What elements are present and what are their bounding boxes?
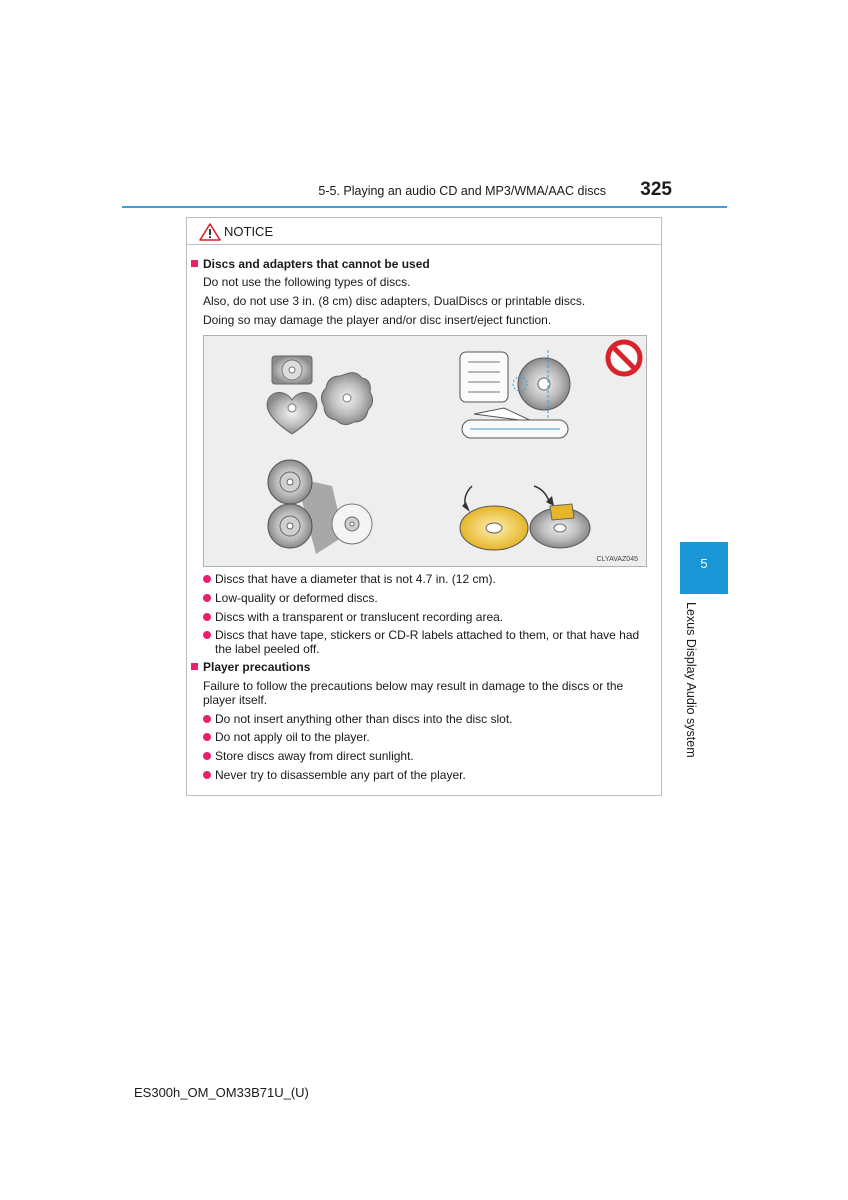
notice-label: NOTICE	[224, 224, 274, 239]
list-item: Store discs away from direct sunlight.	[203, 749, 657, 763]
section-heading-discs: Discs and adapters that cannot be used	[191, 257, 430, 271]
document-code: ES300h_OM_OM33B71U_(U)	[134, 1085, 309, 1100]
list-item: Discs with a transparent or translucent recording area.	[203, 610, 657, 624]
list-item: Discs that have a diameter that is not 4.7 in. (12 cm).	[203, 572, 657, 586]
square-bullet-icon	[191, 260, 198, 267]
notice-box	[186, 217, 662, 796]
small-disc-adapter-icon	[268, 460, 372, 554]
list-item: Do not apply oil to the player.	[203, 730, 657, 744]
deformed-disc-side-icon	[462, 408, 568, 438]
square-bullet-icon	[191, 663, 198, 670]
illustration-code: CLYAVAZ045	[596, 556, 638, 563]
discs-illustration-graphic	[204, 336, 648, 568]
bullet-icon	[203, 575, 211, 583]
notice-header	[187, 218, 661, 245]
flower-disc-icon	[321, 373, 372, 425]
text-line: Do not use the following types of discs.	[203, 275, 411, 289]
list-item: Do not insert anything other than discs into the disc slot.	[203, 712, 657, 726]
bullet-icon	[203, 771, 211, 779]
labeled-disc-icon	[460, 486, 590, 550]
bullet-icon	[203, 752, 211, 760]
bullet-icon	[203, 613, 211, 621]
text-line: Also, do not use 3 in. (8 cm) disc adapters, DualDiscs or printable discs.	[203, 294, 586, 308]
list-item: Discs that have tape, stickers or CD-R labels attached to them, or that have had the label peeled off.	[203, 628, 657, 656]
bullet-icon	[203, 733, 211, 741]
chapter-label: Lexus Display Audio system	[684, 602, 698, 758]
chapter-tab[interactable]	[680, 542, 728, 594]
header-divider	[122, 206, 727, 208]
list-item: Low-quality or deformed discs.	[203, 591, 657, 605]
square-disc-icon	[272, 356, 312, 384]
heart-disc-icon	[267, 393, 317, 435]
bullet-icon	[203, 715, 211, 723]
bullet-icon	[203, 594, 211, 602]
chapter-number: 5	[700, 556, 708, 571]
text-line: Doing so may damage the player and/or disc insert/eject function.	[203, 313, 552, 327]
prohibited-icon	[608, 342, 640, 374]
page-number: 325	[640, 179, 672, 200]
unusable-discs-illustration	[203, 335, 647, 567]
section-heading-player: Player precautions	[191, 660, 310, 674]
bullet-icon	[203, 631, 211, 639]
intro-text: Failure to follow the precautions below may result in damage to the discs or the player itself.	[203, 679, 624, 707]
list-item: Never try to disassemble any part of the player.	[203, 768, 657, 782]
section-title: 5-5. Playing an audio CD and MP3/WMA/AAC discs	[318, 184, 606, 198]
warning-triangle-icon	[199, 223, 221, 241]
